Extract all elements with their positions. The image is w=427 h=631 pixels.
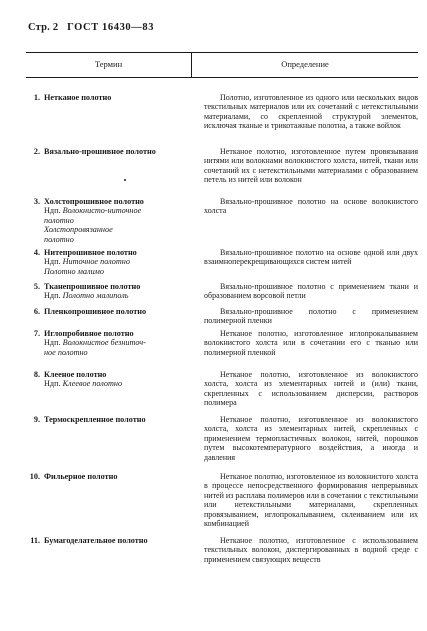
term-variant-line	[26, 216, 182, 225]
term-variant-line	[26, 379, 182, 388]
term-variant-text: Холстопровязанное	[44, 225, 113, 235]
term-variant-text: Волокнисто-ниточное	[62, 206, 142, 216]
column-header-definitions: Определение	[281, 59, 329, 69]
term-name: Термоскрепленное полотно	[44, 415, 146, 424]
term-variant-label: Ндп.	[44, 291, 63, 301]
term-cell	[26, 472, 182, 481]
term-cell	[26, 248, 182, 276]
term-variant-text: Ниточное полотно	[62, 257, 130, 267]
term-name: Вязально-прошивное полотно	[44, 147, 156, 156]
definition-cell: Вязально-прошивное полотно на основе одной или двух взаимноперекрещивающихся систем нитей	[204, 248, 418, 267]
term-variant-line	[26, 257, 182, 266]
definition-cell: Нетканое полотно, изготовленное с использованием текстильных волокон, диспергированных в водной среде с применением связующих веществ	[204, 536, 418, 564]
term-name: Фильерное полотно	[44, 472, 118, 481]
term-variant-label: Ндп.	[44, 257, 63, 267]
terms-table	[26, 52, 418, 620]
term-cell	[26, 307, 182, 316]
definition-cell: Нетканое полотно, изготовленное из волокнистого холста, холста из элементарных нитей и (или) ткани, скрепленных с использованием дисперсии, растворов полимера	[204, 370, 418, 408]
term-variant-line	[26, 206, 182, 215]
term-variant-line	[26, 267, 182, 276]
print-speck	[124, 179, 126, 181]
definition-cell: Вязально-прошивное полотно на основе волокнистого холста	[204, 197, 418, 216]
definition-cell: Полотно, изготовленное из одного или нескольких видов текстильных материалов или их сочетаний с нетекстильными материалами, со скрепленной структурой элементов, исключая тканые и трикотажные полотна, а также войлок	[204, 93, 418, 131]
term-cell	[26, 282, 182, 301]
term-name: Пленкопрошивное полотно	[44, 307, 147, 316]
term-number: 5.	[33, 282, 40, 291]
term-number: 1.	[33, 93, 40, 102]
term-variant-line	[26, 235, 182, 244]
term-variant-text: Клеевое полотно	[62, 379, 123, 389]
term-variant-text: ное полотно	[44, 347, 88, 357]
term-variant-text: Полотно малиполь	[62, 291, 129, 301]
term-number: 2.	[33, 147, 40, 156]
definition-cell: Вязально-прошивное полотно с применением полимерной пленки	[204, 307, 418, 326]
term-name: Иглопробивное полотно	[44, 329, 134, 338]
term-variant-text: Полотно малимо	[44, 266, 104, 276]
term-name: Тканепрошивное полотно	[44, 282, 141, 291]
term-cell	[26, 93, 182, 102]
standard-number: ГОСТ 16430—83	[67, 22, 155, 33]
term-name: Клееное полотно	[44, 370, 107, 379]
term-number: 3.	[33, 197, 40, 206]
definition-cell: Нетканое полотно, изготовленное путем провязывания нитями или волокнами волокнистого холста, нитей, ткани или сочетаний их с нетекстильными материалами с образованием петель из нитей или волокон	[204, 147, 418, 185]
term-number: 7.	[33, 329, 40, 338]
term-variant-text: полотно	[44, 215, 74, 225]
term-variant-line	[26, 338, 182, 347]
definition-cell: Вязально-прошивное полотно с применением ткани и образованием ворсовой петли	[204, 282, 418, 301]
term-number: 6.	[33, 307, 40, 316]
term-cell	[26, 197, 182, 244]
table-header-rule	[26, 77, 418, 78]
term-name: Холстопрошивное полотно	[44, 197, 144, 206]
term-name: Нетканое полотно	[44, 93, 112, 102]
term-name: Бумагоделательное полотно	[44, 536, 148, 545]
term-number: 10.	[29, 472, 40, 481]
term-cell	[26, 329, 182, 357]
page-header	[28, 22, 160, 33]
column-header-terms: Термин	[94, 59, 123, 69]
term-variant-line	[26, 348, 182, 357]
term-name: Нитепрошивное полотно	[44, 248, 137, 257]
term-variant-line	[26, 225, 182, 234]
term-number: 9.	[33, 415, 40, 424]
table-top-rule	[26, 52, 418, 53]
term-variant-text: полотно	[44, 234, 74, 244]
term-number: 8.	[33, 370, 40, 379]
term-number: 4.	[33, 248, 40, 257]
term-cell	[26, 370, 182, 389]
term-cell	[26, 415, 182, 424]
page-number: Стр. 2	[28, 22, 59, 33]
term-variant-label: Ндп.	[44, 379, 63, 389]
term-variant-label: Ндп.	[44, 338, 63, 348]
term-number: 11.	[30, 536, 40, 545]
definition-cell: Нетканое полотно, изготовленное из волокнистого холста в процессе непосредственного формирования непрерывных нитей из расплава полимеров или в сочетании с текстильными или нетекстильными материалами, скрепленных провязыванием, иглопрокалыванием, склеиванием или их комбинацией	[204, 472, 418, 529]
term-variant-label: Ндп.	[44, 206, 63, 216]
definition-cell: Нетканое полотно, изготовленное из волокнистого холста, холста из элементарных нитей, скрепленных с применением термопластичных волокон, нитей, порошков путем высокотемпературного воздействия, а иногда и давления	[204, 415, 418, 462]
term-variant-text: Волокнистое безниточ-	[62, 338, 146, 348]
term-cell	[26, 147, 182, 156]
definition-cell: Нетканое полотно, изготовленное иглопрокалыванием волокнистого холста или в сочетании его с тканью или полимерной пленкой	[204, 329, 418, 357]
term-variant-line	[26, 291, 182, 300]
term-cell	[26, 536, 182, 545]
